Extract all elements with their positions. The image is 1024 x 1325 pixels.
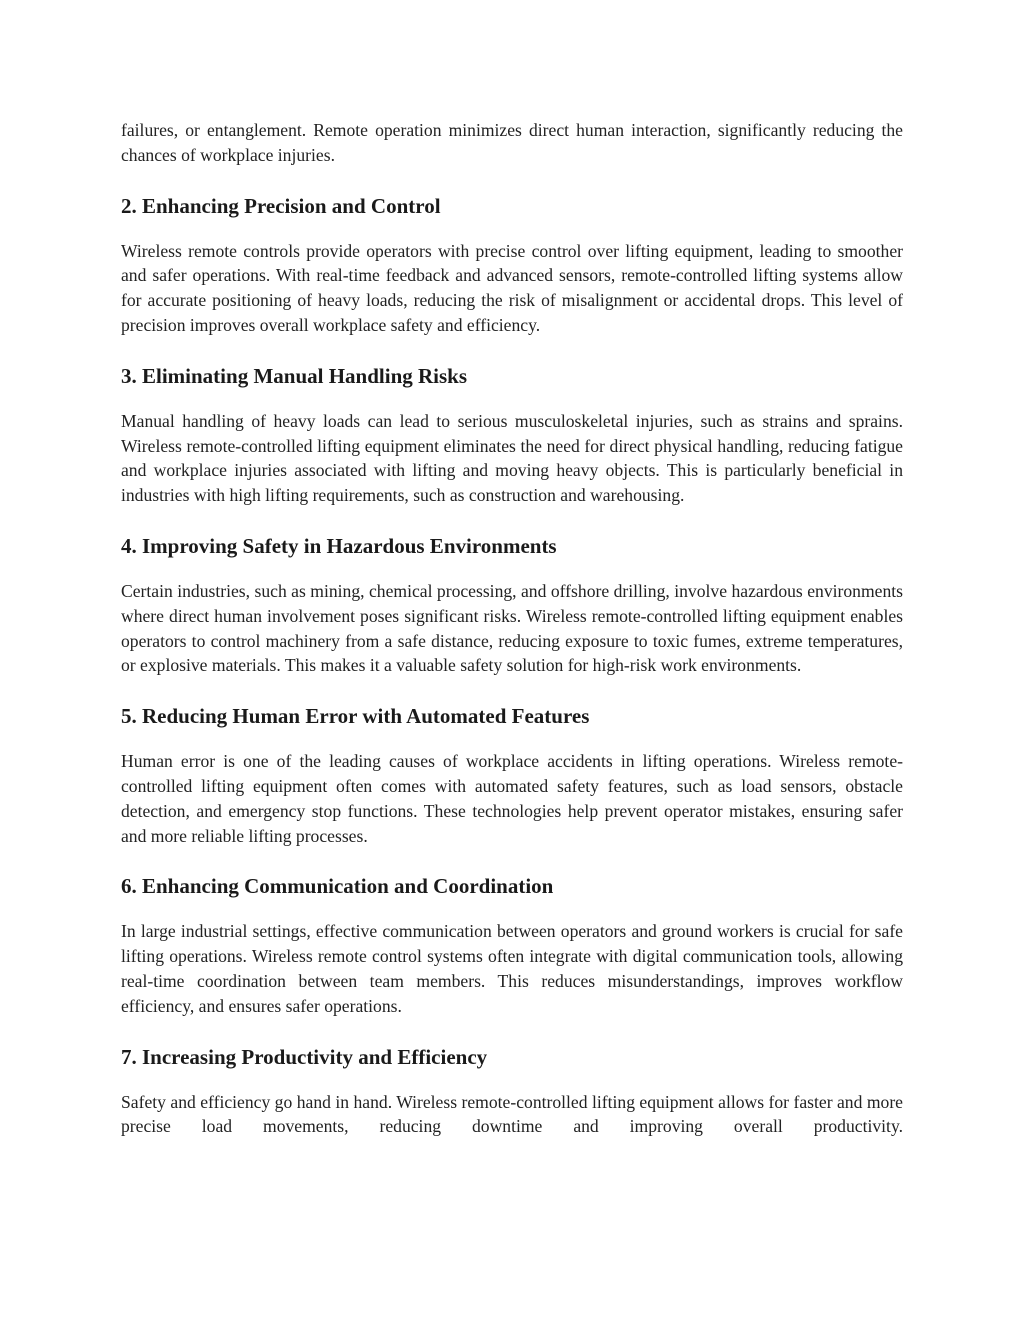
section-heading-human-error: 5. Reducing Human Error with Automated Features	[121, 704, 590, 729]
section-heading-manual-handling: 3. Eliminating Manual Handling Risks	[121, 363, 468, 388]
intro-paragraph: failures, or entanglement. Remote operation minimizes direct human interaction, significantly reducing the chances of workplace injuries.	[121, 120, 903, 165]
document-page	[121, 118, 903, 1139]
section-body-manual-handling: Manual handling of heavy loads can lead to serious musculoskeletal injuries, such as strains and sprains. Wireless remote-controlled lifting equipment eliminates the need for direct physical handling, reducing fatigue and workplace injuries associated with lifting and moving heavy objects. This is particularly beneficial in industries with high lifting requirements, such as construction and warehousing.	[121, 410, 903, 506]
section-body-precision: Wireless remote controls provide operators with precise control over lifting equipment, leading to smoother and safer operations. With real-time feedback and advanced sensors, remote-controlled lifting systems allow for accurate positioning of heavy loads, reducing the risk of misalignment or accidental drops. This level of precision improves overall workplace safety and efficiency.	[121, 240, 903, 335]
section-body-productivity: Safety and efficiency go hand in hand. Wireless remote-controlled lifting equipment allows for faster and more precise load movements, reducing downtime and improving overall productivity.	[121, 1091, 903, 1137]
section-heading-hazardous-environments: 4. Improving Safety in Hazardous Environments	[121, 533, 557, 558]
section-heading-precision: 2. Enhancing Precision and Control	[121, 193, 441, 218]
section-body-communication: In large industrial settings, effective communication between operators and ground workers is crucial for safe lifting operations. Wireless remote control systems often integrate with digital communication tools, allowing real-time coordination between team members. This reduces misunderstandings, improves workflow efficiency, and ensures safer operations.	[121, 921, 903, 1016]
section-body-human-error: Human error is one of the leading causes of workplace accidents in lifting operations. Wireless remote-controlled lifting equipment often comes with automated safety features, such as load sensors, obstacle detection, and emergency stop functions. These technologies help prevent operator mistakes, ensuring safer and more reliable lifting processes.	[121, 751, 903, 846]
section-heading-productivity: 7. Increasing Productivity and Efficiency	[121, 1044, 488, 1069]
section-heading-communication: 6. Enhancing Communication and Coordination	[121, 874, 554, 899]
section-body-hazardous-environments: Certain industries, such as mining, chemical processing, and offshore drilling, involve hazardous environments where direct human involvement poses significant risks. Wireless remote-controlled lifting equipment enables operators to control machinery from a safe distance, reducing exposure to toxic fumes, extreme temperatures, or explosive materials. This makes it a valuable safety solution for high-risk work environments.	[121, 580, 903, 676]
